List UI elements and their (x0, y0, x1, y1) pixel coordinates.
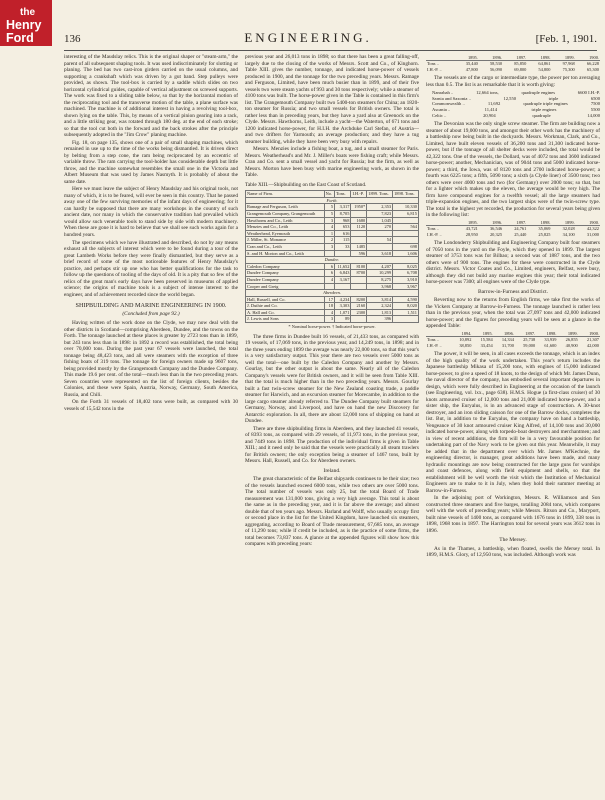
table-cell: 8,705 (335, 210, 351, 217)
table-cell: 6,708 (393, 270, 419, 277)
vessel-list-cell: 11,414 (484, 107, 498, 112)
table-cell: 25,738 (523, 337, 536, 343)
table-group-row (246, 257, 419, 264)
table-cell: 85,850 (514, 61, 527, 67)
table-cell: 8,020 (393, 303, 419, 310)
table-cell: 59,000 (523, 342, 536, 348)
table-cell: Dundee Company (246, 276, 325, 283)
table-cell: 56,090 (489, 66, 503, 72)
vessel-list-cell: Ascania .. (432, 107, 451, 112)
table-cell: 26,855 (565, 337, 578, 343)
table-header: 1896. (479, 55, 503, 61)
table-cell: 8200 (351, 296, 367, 303)
table-row (246, 309, 419, 316)
barrow-table (426, 331, 600, 348)
vessel-list-cell: 12,664 tons, (476, 90, 499, 96)
table-cell: 4 (324, 309, 334, 316)
table-cell: 6,843 (335, 270, 351, 277)
harland-wolff-table (426, 55, 600, 72)
table-cell: Hall, Russell, and Co. (246, 296, 325, 303)
table-cell: 33 (335, 243, 351, 250)
table-cell: 5 (324, 210, 334, 217)
table-cell (393, 230, 419, 237)
table-cell: 2,324 (367, 303, 393, 310)
table-header: 1896. (494, 331, 515, 337)
table-header: 1899. (552, 55, 576, 61)
vessel-list-cell: quadruple triple engines (523, 101, 568, 107)
table-row (246, 303, 419, 310)
paragraph: The Devonian was the only single screw steamer. The firm are building now a steamer of about 19,000 tons, and amongst their other work has the machinery of a battleship now being built in the dockyards. Messrs. Workman, Clark, and Co., Limited, have built eleven vessels of 36,200 tons and 31,300 indicated horse-power, but if the tonnage of all shelter decks were included, the total would be 42,322 tons. One of the vessels, the Dollard, was of 4072 tons and 3600 indicated horse-power; another, Mechanician, was of 9044 tons and 5000 indicated horse-power; a third, the Iowa, was of 8120 tons and 2700 indicated horse-power; a fourth was 6225 tons; a fifth, 5090 tons; a sixth (a Clyde liner) of 3500 tons; two others were over 4000 tons and two (for Germany) over 2000 tons; so that, but for a lighter which makes up the eleven, the average would be very high. The firm have compound engines for a twelfth vessel; all the large steamers had triple-expansion engines, and the two largest ships were of the twin-screw type. The total is the highest yet recorded, the production for several years being given in the following list: (426, 121, 600, 219)
table-cell: 64,861 (538, 61, 551, 67)
table-cell: Cooper and Greig (246, 283, 325, 290)
table-header: 1900. (579, 331, 600, 337)
table-cell (335, 250, 351, 257)
table-cell: 3,167 (335, 276, 351, 283)
table-cell (324, 283, 334, 290)
table-row (246, 283, 419, 290)
table-cell: 40,900 (565, 342, 578, 348)
table-cell: 18 (324, 303, 334, 310)
table-cell: 4 (324, 224, 334, 231)
vessel-list-cell: triple engines (531, 107, 557, 112)
table-cell: I.H.-P. .. (427, 231, 442, 237)
table-group-label: Aberdeen. (246, 290, 419, 297)
table-caption: Table XIII.—Shipbuilding on the East Coast of Scotland. (245, 181, 367, 188)
article-continuation-note: (Concluded from page 92.) (122, 310, 180, 317)
table-cell: 33,939 (544, 337, 557, 343)
vessel-list-item (432, 113, 600, 119)
table-cell: 28,950 (465, 231, 478, 237)
table-cell: 61,600 (544, 342, 557, 348)
table-cell: 115 (335, 237, 351, 244)
paragraph: previous year and 26,013 tons in 1898; so that there has been a great falling-off, largely due to the closing of the works of Messrs. Scott and Co., of Kinghorn. Table XIII. gives the number, tonnage, and indicated horse-power of vessels produced in 1900, and the tonnage for the two preceding years. Messrs. Ramage and Ferguson, Limited, have been much busier than in 1899, and of their five vessels two were steam yachts of 993 and 30 tons respectively; while a steamer of 4100 tons was built. The horse-power given in the Table is contained in this firm's list. The Grangemouth Company built two 5400-ton steamers for China; an 1820-ton steamer for Russia; and two small vessels for British owners. The total is rather less than in preceding years, but they have a yard also at Greenock on the Clyde. Messrs. Hawthorns, Leith, include a yacht—the Waterton, of 671 tons and 1200 indicated horse-power, for H.I.H. the Archduke Carl Stefan, of Austria—and two drifters for Yarmouth; an average production; and they have a tug steamer building, while they have been very busy with repairs. (245, 54, 419, 145)
table-header: 1895. (472, 331, 493, 337)
vessel-list-cell: quadruple engines (521, 90, 555, 96)
table-cell: 564 (393, 224, 419, 231)
table-row (246, 217, 419, 224)
workman-clark-table (426, 220, 600, 237)
table-row (246, 224, 419, 231)
paragraph: The specimens which we have illustrated and described, do not by any means exhaust all the subjects of interest which were to be found during a tour of the great Lambeth Works before they were finally dismantled, but they serve as a brief record of some of the most noticeable features of Henry Maudslay's practice, and perhaps stir up one who has better qualifications for the task to follow up the questions of tooling of the days of old. It is a pity that so few of the relics of the great man's early days have been preserved in museums of applied science; the origins of machine tools is a subject of intense interest to the engineer, and of achievement recorded since the world began. (64, 239, 238, 298)
henry-ford-logo: the Henry Ford (0, 0, 52, 46)
table-cell: 2300 (351, 309, 367, 316)
table-cell (393, 217, 419, 224)
vessel-list-cell: 7500 (590, 101, 600, 107)
table-header: 1897. (503, 220, 527, 226)
paragraph: In the adjoining port of Workington, Messrs. R. Williamson and Son constructed three steamers and five barges, totalling 2084 tons, which compares well with the work of preceding years; while Messrs. Ritson and Co., Maryport, built nine vessels of 1400 tons, as compared with 1676 tons in 1899, 338 tons in 1898, 1968 tons in 1897. The Harrington total for several years was 3612 tons in 1896. (426, 495, 600, 534)
paragraph: Here we must leave the subject of Henry Maudslay and his original tools, not many of which, it is to be feared, will ever be seen in this country. That he passed away one of the few surviving memories of the infant days of engineering; for it can hardly be supposed that there are many workshops in the country of such ancient date, nor many in which the conservative tradition had prevailed which would allow such venerable tools to stand side by side with modern machinery. When these are gone it is hard to believe that we shall see such works again for a hundred years. (64, 186, 238, 238)
journal-title: ENGINEERING. (244, 30, 372, 45)
table-cell (351, 237, 367, 244)
table-cell (351, 210, 367, 217)
table-group-row (246, 290, 419, 297)
table-cell: 6,815 (393, 210, 419, 217)
table-header: 1899. Tons. (367, 191, 393, 198)
table-cell (393, 316, 419, 323)
table-cell: Menzies and Co., Leith (246, 224, 325, 231)
vessel-list-cell: 6500 (590, 95, 600, 101)
paragraph: Having written of the work done on the Clyde, we may now deal with the other districts in Scotland—comprising Aberdeen, Dundee, and the towns on the Forth. The tonnage launched at these places is greater by 2723 tons than in 1899, but 243 tons less than in 1898: in 1892 a record was established, the total being over 70,000 tons. During the past year 67 vessels were launched, the total tonnage being 48,423 tons, and all were steamers with the exception of three fishing boats of 319 tons. The tonnage for foreign owners made up 9607 tons, being provided mostly by the Grangemouth Company and the Dundee Company. This made 19.6 per cent. of the total—much less than in the two preceding years. Seven countries were represented on the list of foreign clients, besides the Colonies, and these were Spain, Austria, Norway, Germany, South America, Russia, and Chili. (64, 320, 238, 398)
table-cell: 3 (324, 217, 334, 224)
table-header: 1898. (536, 331, 557, 337)
table-cell: S. and H. Morton and Co., Leith (246, 250, 325, 257)
column-3 (426, 54, 600, 790)
table-cell: I.H.-P. .. (427, 342, 442, 348)
table-cell: 4,234 (335, 296, 351, 303)
table-row (426, 343, 600, 348)
table-cell: 616 (335, 230, 351, 237)
table-cell: 43,721 (465, 226, 478, 232)
section-heading: Ireland. (323, 467, 341, 474)
table-header: Tons. (335, 191, 351, 198)
table-cell: 75,300 (562, 66, 575, 72)
table-cell: J. Duthie and Co. (246, 303, 325, 310)
table-cell: 3,618 (367, 250, 393, 257)
table-cell: 3 (324, 316, 334, 323)
table-cell: 3,303 (335, 303, 351, 310)
table-cell: 1,071 (335, 309, 351, 316)
header-rule (64, 50, 597, 51)
table-row (426, 67, 600, 72)
table-cell: 89 (335, 316, 351, 323)
table-cell: 35,069 (538, 226, 551, 232)
table-cell: 54 (367, 237, 393, 244)
vessel-list-cell: 20,904 (483, 112, 496, 118)
table-cell: 653 (335, 224, 351, 231)
table-cell: 968 (335, 217, 351, 224)
table-cell: 24,761 (514, 226, 527, 232)
table-row (246, 276, 419, 283)
paragraph: On the Forth 31 vessels of 18,402 tons were built, as compared with 30 vessels of 15,542 tons in the (64, 399, 238, 412)
table-header: 1898. (527, 220, 551, 226)
table-row (246, 243, 419, 250)
shipbuilding-table (245, 190, 419, 323)
table-cell: Tons .. (427, 337, 439, 343)
table-group-label: Dundee. (246, 257, 419, 264)
paragraph: Fig. 18, on page 135, shows one of a pair of small shaping machines, which remained in use up to the time of the works being dismantled. It is driven direct by belting from a step cone, the ram being reciprocated by an eccentric of variable throw. The ram carrying the tool-holder has considerable depth but little throw, and the machine somewhat resembles the small one in the Victoria and Albert Museum that was used by James Nasmyth. It is probably of about the same date. (64, 139, 238, 185)
table-cell: 396 (367, 316, 393, 323)
vessel-list (432, 90, 600, 118)
vessel-list-cell: Nanrabah .. (432, 90, 454, 96)
table-cell: 1485 (351, 243, 367, 250)
table-cell: 3,814 (367, 296, 393, 303)
table-cell (367, 230, 393, 237)
table-cell: 1,511 (393, 309, 419, 316)
table-cell: 54,800 (538, 66, 551, 72)
table-cell: 3 (324, 243, 334, 250)
table-row (246, 263, 419, 270)
table-cell: 1 (324, 230, 334, 237)
paragraph: The Londonderry Shipbuilding and Engineering Company built four steamers of 7050 tons in the yard on the Foyle, which they opened in 1899. The largest steamer of 3753 tons was for Bilbao; a second was of 1887 tons, and the two others were of 900 tons. The engines for these were constructed in the Clyde district. Messrs. Victor Coates and Co., Limited, engineers, Belfast, were busy, although they did not build any marine engines this year; their total indicated horse-power was 7300; all engines were of the Clyde type. (426, 240, 600, 286)
table-cell: 1,045 (367, 217, 393, 224)
table-cell: 25,440 (514, 231, 527, 237)
table-cell: 42,000 (586, 342, 599, 348)
table-cell: 65,300 (586, 66, 599, 72)
table-footnote: * Nominal horse-power. † Indicated horse-power. (288, 324, 376, 330)
table-row (246, 250, 419, 257)
table-cell: Tons .. (427, 226, 439, 232)
table-cell: 21,307 (586, 337, 599, 343)
table-header: 1899. (552, 220, 576, 226)
table-cell: 10,330 (393, 204, 419, 211)
table-cell: 34,100 (562, 231, 575, 237)
table-cell: A. Hall and Co. (246, 309, 325, 316)
table-cell: 2160 (351, 303, 367, 310)
table-cell (335, 283, 351, 290)
table-cell: 596 (351, 250, 367, 257)
table-header: 1900. (576, 220, 600, 226)
table-cell: 698 (393, 243, 419, 250)
table-group-label: Forth. (246, 197, 419, 204)
table-cell: 3,910 (393, 276, 419, 283)
table-cell: 31,000 (586, 231, 599, 237)
table-cell: Cran and Co., Leith (246, 243, 325, 250)
article-title: SHIPBUILDING AND MARINE ENGINEERING IN 1900. (75, 302, 227, 310)
table-cell: 4 (324, 276, 334, 283)
table-cell (351, 276, 367, 283)
table-row (246, 237, 419, 244)
table-cell: 8100 (351, 263, 367, 270)
table-cell: 1,813 (367, 309, 393, 316)
paragraph: interesting of the Maudslay relics. This is the original shaper or "steam-arm," the parent of all subsequent shaping tools. It was used indiscriminately for slotting or planing. The bed has two cast-iron girders carried on the usual columns, and supporting a crankshaft which was driven by a gut band. Step pulleys were provided, as shown. The tool-box is carried by a saddle which slides on two horizontal cylindrical guides, capable of vertical adjustment on screwed supports. The work was fixed to a sliding table below, so that by the horizontal motion of the reciprocating tool and the transverse motion of the table, a plane surface was machined. The machine is of additional interest in having a revolving tool-box, shown lying on the table. This, by means of a vertical pinion gearing into a rack, and a little striking gear, was rotated through 180 deg. at the end of each stroke; so that the tool cut both in the forward and the back strokes after the principle subsequently adopted in the "Jim Crow" planing machine. (64, 54, 238, 138)
table-cell (351, 230, 367, 237)
vessel-list-cell: 6600 I.H.-P. (577, 90, 600, 96)
table-header: No. (324, 191, 334, 198)
table-header: 1896. (479, 220, 503, 226)
table-cell: Ramage and Ferguson, Leith (246, 204, 325, 211)
table-header: 1895. (455, 55, 479, 61)
table-cell: 15,584 (480, 337, 493, 343)
table-cell: 3,967 (393, 283, 419, 290)
table-header: 1894. (451, 331, 472, 337)
table-row (426, 232, 600, 237)
table-row (246, 204, 419, 211)
page-number: 136 (64, 33, 81, 45)
table-cell: 42,322 (586, 226, 599, 232)
column-2 (245, 54, 419, 790)
table-cell: Caledon Company (246, 263, 325, 270)
table-cell: 4,207 (367, 263, 393, 270)
table-cell: 33,454 (480, 342, 493, 348)
paragraph: The vessels are of the cargo or intermediate type, the power per ton averaging less than 0.5. The list is as remarkable that it is worth giving: (426, 75, 600, 88)
table-cell: 10,299 (367, 270, 393, 277)
table-cell: 47,800 (465, 66, 478, 72)
table-cell: Dundee Company (246, 270, 325, 277)
table-cell: 1120 (351, 224, 367, 231)
table-cell: 36,546 (489, 226, 503, 232)
table-cell: 97,968 (562, 61, 575, 67)
table-cell: 7,823 (367, 210, 393, 217)
column-1 (64, 54, 238, 790)
page-header (64, 30, 597, 48)
table-cell: 270 (367, 224, 393, 231)
table-cell: 1,606 (393, 250, 419, 257)
table-cell: 6 (324, 270, 334, 277)
table-cell: 3,317 (335, 204, 351, 211)
paragraph: As in the Thames, a battleship, when floated, swells the Mersey total. In 1899, H.M.S. Glory, of 12,950 tons, was included. Although work was (426, 545, 600, 559)
table-row (246, 210, 419, 217)
table-cell: 32,028 (562, 226, 575, 232)
table-cell: 2 (324, 237, 334, 244)
vessel-list-cell: Commonwealth .. (432, 101, 465, 107)
table-cell (367, 243, 393, 250)
table-cell (393, 237, 419, 244)
table-cell: 17 (324, 296, 334, 303)
paragraph: The power, it will be seen, in all cases exceeds the tonnage, which is an index of the high quality of the work undertaken. This year's return includes the Japanese battleship Mikasa of 15,200 tons, with engines of 15,000 indicated horse-power, to give a speed of 18 knots, to the design of which Mr. James Dunn, the naval director of the company, has embodied several important departures in design, which were fully described in Engineering at the occasion of the launch (see Engineering, vol. lxx., page 638). H.M.S. Hogue (a first-class cruiser) of 30 knots armoured cruiser of 12,000 tons and 21,000 indicated horse-power, and a sister ship, the Euryalus, is in an advanced stage of construction. A 30-knot destroyer, and an iron sliding caisson for one of the Barrow docks, completes the list. But, in addition to the Euryalus, the company have on hand a battleship, Vengeance of 30 knot armoured cruiser King Alfred, of 14,100 tons and 30,000 indicated horse-power, along with torpedo-boat destroyers and merchantmen; and in view of recent additions, the firm will be in a very favourable position for undertaking part of the Navy work to be given out this year. Meanwhile, it may be added that in the department over which Mr. James M'Kechnie, the engineering director, is manager, great additions have been made, and many hydraulic mountings are now being constructed for the large guns for warships and coast defences, along with field equipment and shells, so that the establishment will be well worth the visit which the Institution of Mechanical Engineers are to make to it in July, when they hold their summer meeting at Barrow-in-Furness. (426, 351, 600, 494)
table-cell: Hawthorns and Co., Leith (246, 217, 325, 224)
table-cell: Tons .. (427, 61, 439, 67)
table-header: 1897. (515, 331, 536, 337)
table-cell: J. Miller, St. Monance (246, 237, 325, 244)
table-header: 1897. (503, 55, 527, 61)
table-cell: 6 (324, 263, 334, 270)
paragraph: The great characteristic of the Belfast shipyards continues to be their size; two of the vessels launched exceed 6000 tons, while two others are over 5000 tons. The total number of vessels was only 25, but the total Board of Trade measurement was 131,000 tons, giving a very high average. This total is about the same as in the preceding year, and it is far above the average; and almost double that of ten years ago. Messrs. Harland and Wolff, who usually occupy first or second place in the list for the United Kingdom, have launched six steamers, aggregating, according to Board of Trade measurement, 67,685 tons, an average of 11,290 tons; while if credit be included, as is the practice of some firms, the total becomes 73,837 tons. A glance at the appended figures will show how this compares with preceding years: (245, 476, 419, 548)
table-cell: 5 (324, 204, 334, 211)
table-header: 1900. (576, 55, 600, 61)
table-cell: 31,700 (501, 342, 514, 348)
vessel-list-cell: triple (548, 95, 559, 101)
table-cell: 4,590 (393, 296, 419, 303)
table-cell: 66,228 (586, 61, 599, 67)
table-header: 1899. (557, 331, 578, 337)
table-cell: 14,334 (501, 337, 514, 343)
table-cell: 8700 (351, 270, 367, 277)
table-row (246, 230, 419, 237)
table-cell: 1950* (351, 204, 367, 211)
paragraph: Reverting now to the returns from English firms, we take first the works of the Vickers Company at Barrow-in-Furness. The tonnage launched is rather less than in the previous year, when the total was 27,097 tons and 42,000 indicated horse-power; and the figures for preceding years will be seen at a glance in the appended Table: (426, 297, 600, 330)
table-header: 1898. (527, 55, 551, 61)
table-cell: 58,530 (489, 61, 503, 67)
table-cell: Weatherhead, Eyemouth (246, 230, 325, 237)
table-cell: 20,325 (489, 231, 503, 237)
table-cell (351, 283, 367, 290)
table-cell: 11,652 (335, 263, 351, 270)
table-cell: 8,275 (367, 276, 393, 283)
table-row (246, 296, 419, 303)
section-heading: Barrow-in-Furness and District. (477, 288, 549, 295)
table-cell: 25,825 (538, 231, 551, 237)
table-header: 1898. Tons. (393, 191, 419, 198)
section-heading: The Mersey. (499, 537, 527, 544)
table-header: 1895. (455, 220, 479, 226)
table-cell: 38,850 (459, 342, 472, 348)
table-cell: 2,353 (367, 204, 393, 211)
table-cell: J. Lewis and Sons (246, 316, 325, 323)
table-header: Name of Firm. (246, 191, 325, 198)
table-row (246, 316, 419, 323)
issue-date: [Feb. 1, 1901. (535, 33, 597, 45)
paragraph: There are three shipbuilding firms in Aberdeen, and they launched 41 vessels, of 8393 tons, as compared with 29 vessels, of 11,973 tons, in the previous year, and 7449 tons in 1898. The production of the individual firms is given in Table XIII.; and it need only be said that the vessels were practically all steam trawlers for British owners; the only exception being a steamer of 1467 tons, built by Messrs. Hall, Russell, and Co. for Aberdeen owners. (245, 425, 419, 465)
paragraph: The three firms in Dundee built 16 vessels, of 21,433 tons, as compared with 19 vessels, of 17,069 tons, in the previous year, and 14,249 tons, in 1898; and in the three years ending 1899 the average was nearly 22,000 tons, so that this year's is a very satisfactory output. This year there are two vessels over 5000 tons as well the total—one built by the Caledon Company and another by Messrs. Gourlay, but the other output is about the same. Nearly all of the Caledon Company's vessels were for British owners, and it will be seen from Table XIII. that the total is much higher than in the two preceding years. Messrs. Gourlay built a fast twin-screw steamer for the New Zealand coasting trade, a paddle steamer for Harwich, and an excursion steamer for Morecambe, in addition to the large cargo steamer already referred to. The Dundee Company built steamers for Germany, Norway, and Liverpool, and have on hand the new Discovery for Antarctic exploration. In all, there are about 12,000 tons of shipping on hand at Dundee. (245, 333, 419, 425)
table-cell: I.H.-P. .. (427, 66, 442, 72)
table-cell: 10,892 (459, 337, 472, 343)
vessel-list-cell: Celtic .. (432, 112, 447, 118)
vessel-list-cell: 11,692 (487, 101, 501, 107)
table-cell: Grangemouth Company, Grangemouth (246, 210, 325, 217)
paragraph: Messrs. Menzies include a fishing boat, a tug, and a small steamer for Paris. Messrs. Weatherhead's and Mr. J. Miller's boats were fishing craft; while Messrs. Cran and Co. sent a small vessel and yacht for Russia; but the firm, as well as Messrs. Morton have been busy with marine engineering work, as shown in the Table. (245, 146, 419, 179)
table-cell (351, 316, 367, 323)
vessel-list-cell: 5500 (590, 107, 600, 112)
table-cell: 1680 (351, 217, 367, 224)
table-group-row (246, 197, 419, 204)
table-row (246, 270, 419, 277)
table-cell: 35,440 (465, 61, 478, 67)
table-header: I.H.-P. (351, 191, 367, 198)
table-cell: 3,968 (367, 283, 393, 290)
table-cell (324, 250, 334, 257)
table-cell: 69,800 (514, 66, 527, 72)
table-cell: 8,025 (393, 263, 419, 270)
vessel-list-cell: Sarnia and Saxonia .. (432, 95, 471, 101)
vessel-list-cell: 14,000 (587, 112, 600, 118)
vessel-list-cell: 12,550 (503, 95, 517, 101)
vessel-list-cell: quadruple (532, 112, 551, 118)
